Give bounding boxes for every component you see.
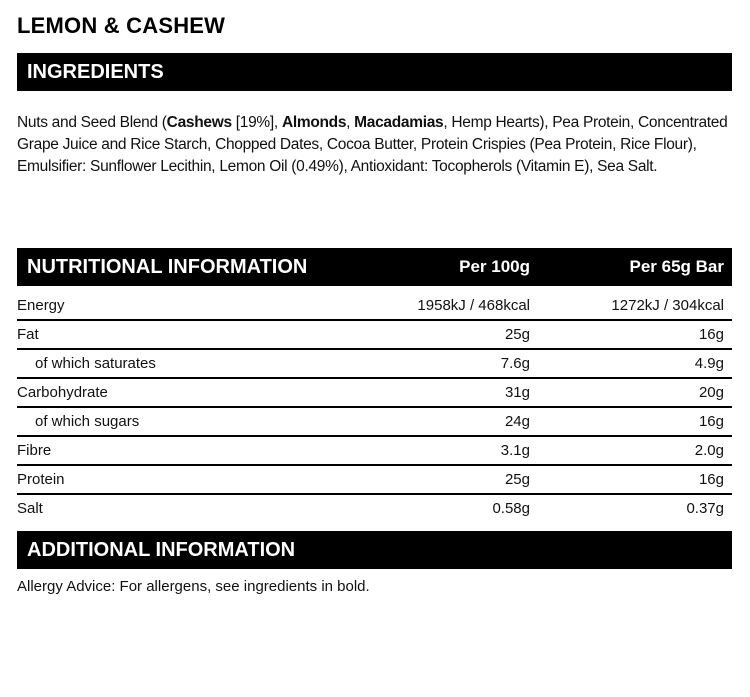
ingredients-segment: , xyxy=(346,114,355,131)
product-title: LEMON & CASHEW xyxy=(17,13,226,38)
ingredients-segment: [19%], xyxy=(231,114,282,131)
ingredients-heading: INGREDIENTS xyxy=(17,53,732,91)
nutrient-label: Energy xyxy=(17,297,65,314)
value-per-bar: 0.37g xyxy=(686,500,724,517)
value-per-100g: 24g xyxy=(504,413,530,430)
column-header-per-100g: Per 100g xyxy=(459,257,530,276)
column-header-per-bar: Per 65g Bar xyxy=(629,257,724,276)
nutrient-label: Protein xyxy=(17,471,65,488)
ingredients-allergen: Cashews xyxy=(166,114,232,131)
ingredients-segment: Nuts and Seed Blend ( xyxy=(17,114,167,131)
table-row xyxy=(17,350,732,379)
ingredients-allergen: Macadamias xyxy=(354,114,444,131)
table-row xyxy=(17,321,732,350)
value-per-bar: 2.0g xyxy=(694,442,724,459)
nutrient-label: Fat xyxy=(17,326,39,343)
table-row xyxy=(17,379,732,408)
value-per-100g: 25g xyxy=(504,326,530,343)
value-per-100g: 1958kJ / 468kcal xyxy=(417,297,530,314)
nutrient-label: of which saturates xyxy=(35,355,156,372)
value-per-100g: 0.58g xyxy=(492,500,530,517)
value-per-100g: 7.6g xyxy=(500,355,530,372)
ingredients-allergen: Almonds xyxy=(281,114,347,131)
additional-info-heading: ADDITIONAL INFORMATION xyxy=(17,531,732,569)
table-row xyxy=(17,408,732,437)
nutrient-label: of which sugars xyxy=(35,413,140,430)
nutrient-label: Carbohydrate xyxy=(17,384,108,401)
value-per-bar: 16g xyxy=(698,326,724,343)
value-per-bar: 4.9g xyxy=(694,355,724,372)
value-per-bar: 16g xyxy=(698,471,724,488)
nutrient-label: Salt xyxy=(17,500,43,517)
table-row xyxy=(17,292,732,321)
value-per-100g: 25g xyxy=(504,471,530,488)
nutrition-table-header xyxy=(17,248,732,286)
nutrition-table xyxy=(17,292,732,522)
value-per-100g: 3.1g xyxy=(500,442,530,459)
value-per-bar: 20g xyxy=(698,384,724,401)
allergy-advice: Allergy Advice: For allergens, see ingredients in bold. xyxy=(17,578,370,595)
value-per-100g: 31g xyxy=(504,384,530,401)
table-row xyxy=(17,466,732,495)
value-per-bar: 1272kJ / 304kcal xyxy=(611,297,724,314)
ingredients-segment: , Hemp Hearts), Pea Protein, Concentrated Grape Juice and Rice Starch, Chopped Dates, Cocoa Butter, Protein Crispies (Pea Protein, Rice Flour), Emulsifier: Sunflower Lecithin, Lemon Oil (0.49%), Antioxidant: Tocopherols (Vitamin E), Sea Salt. xyxy=(17,114,728,175)
table-row xyxy=(17,495,732,522)
ingredients-text xyxy=(17,112,732,178)
value-per-bar: 16g xyxy=(698,413,724,430)
nutrient-label: Fibre xyxy=(17,442,52,459)
table-row xyxy=(17,437,732,466)
nutrition-heading: NUTRITIONAL INFORMATION xyxy=(27,255,308,278)
